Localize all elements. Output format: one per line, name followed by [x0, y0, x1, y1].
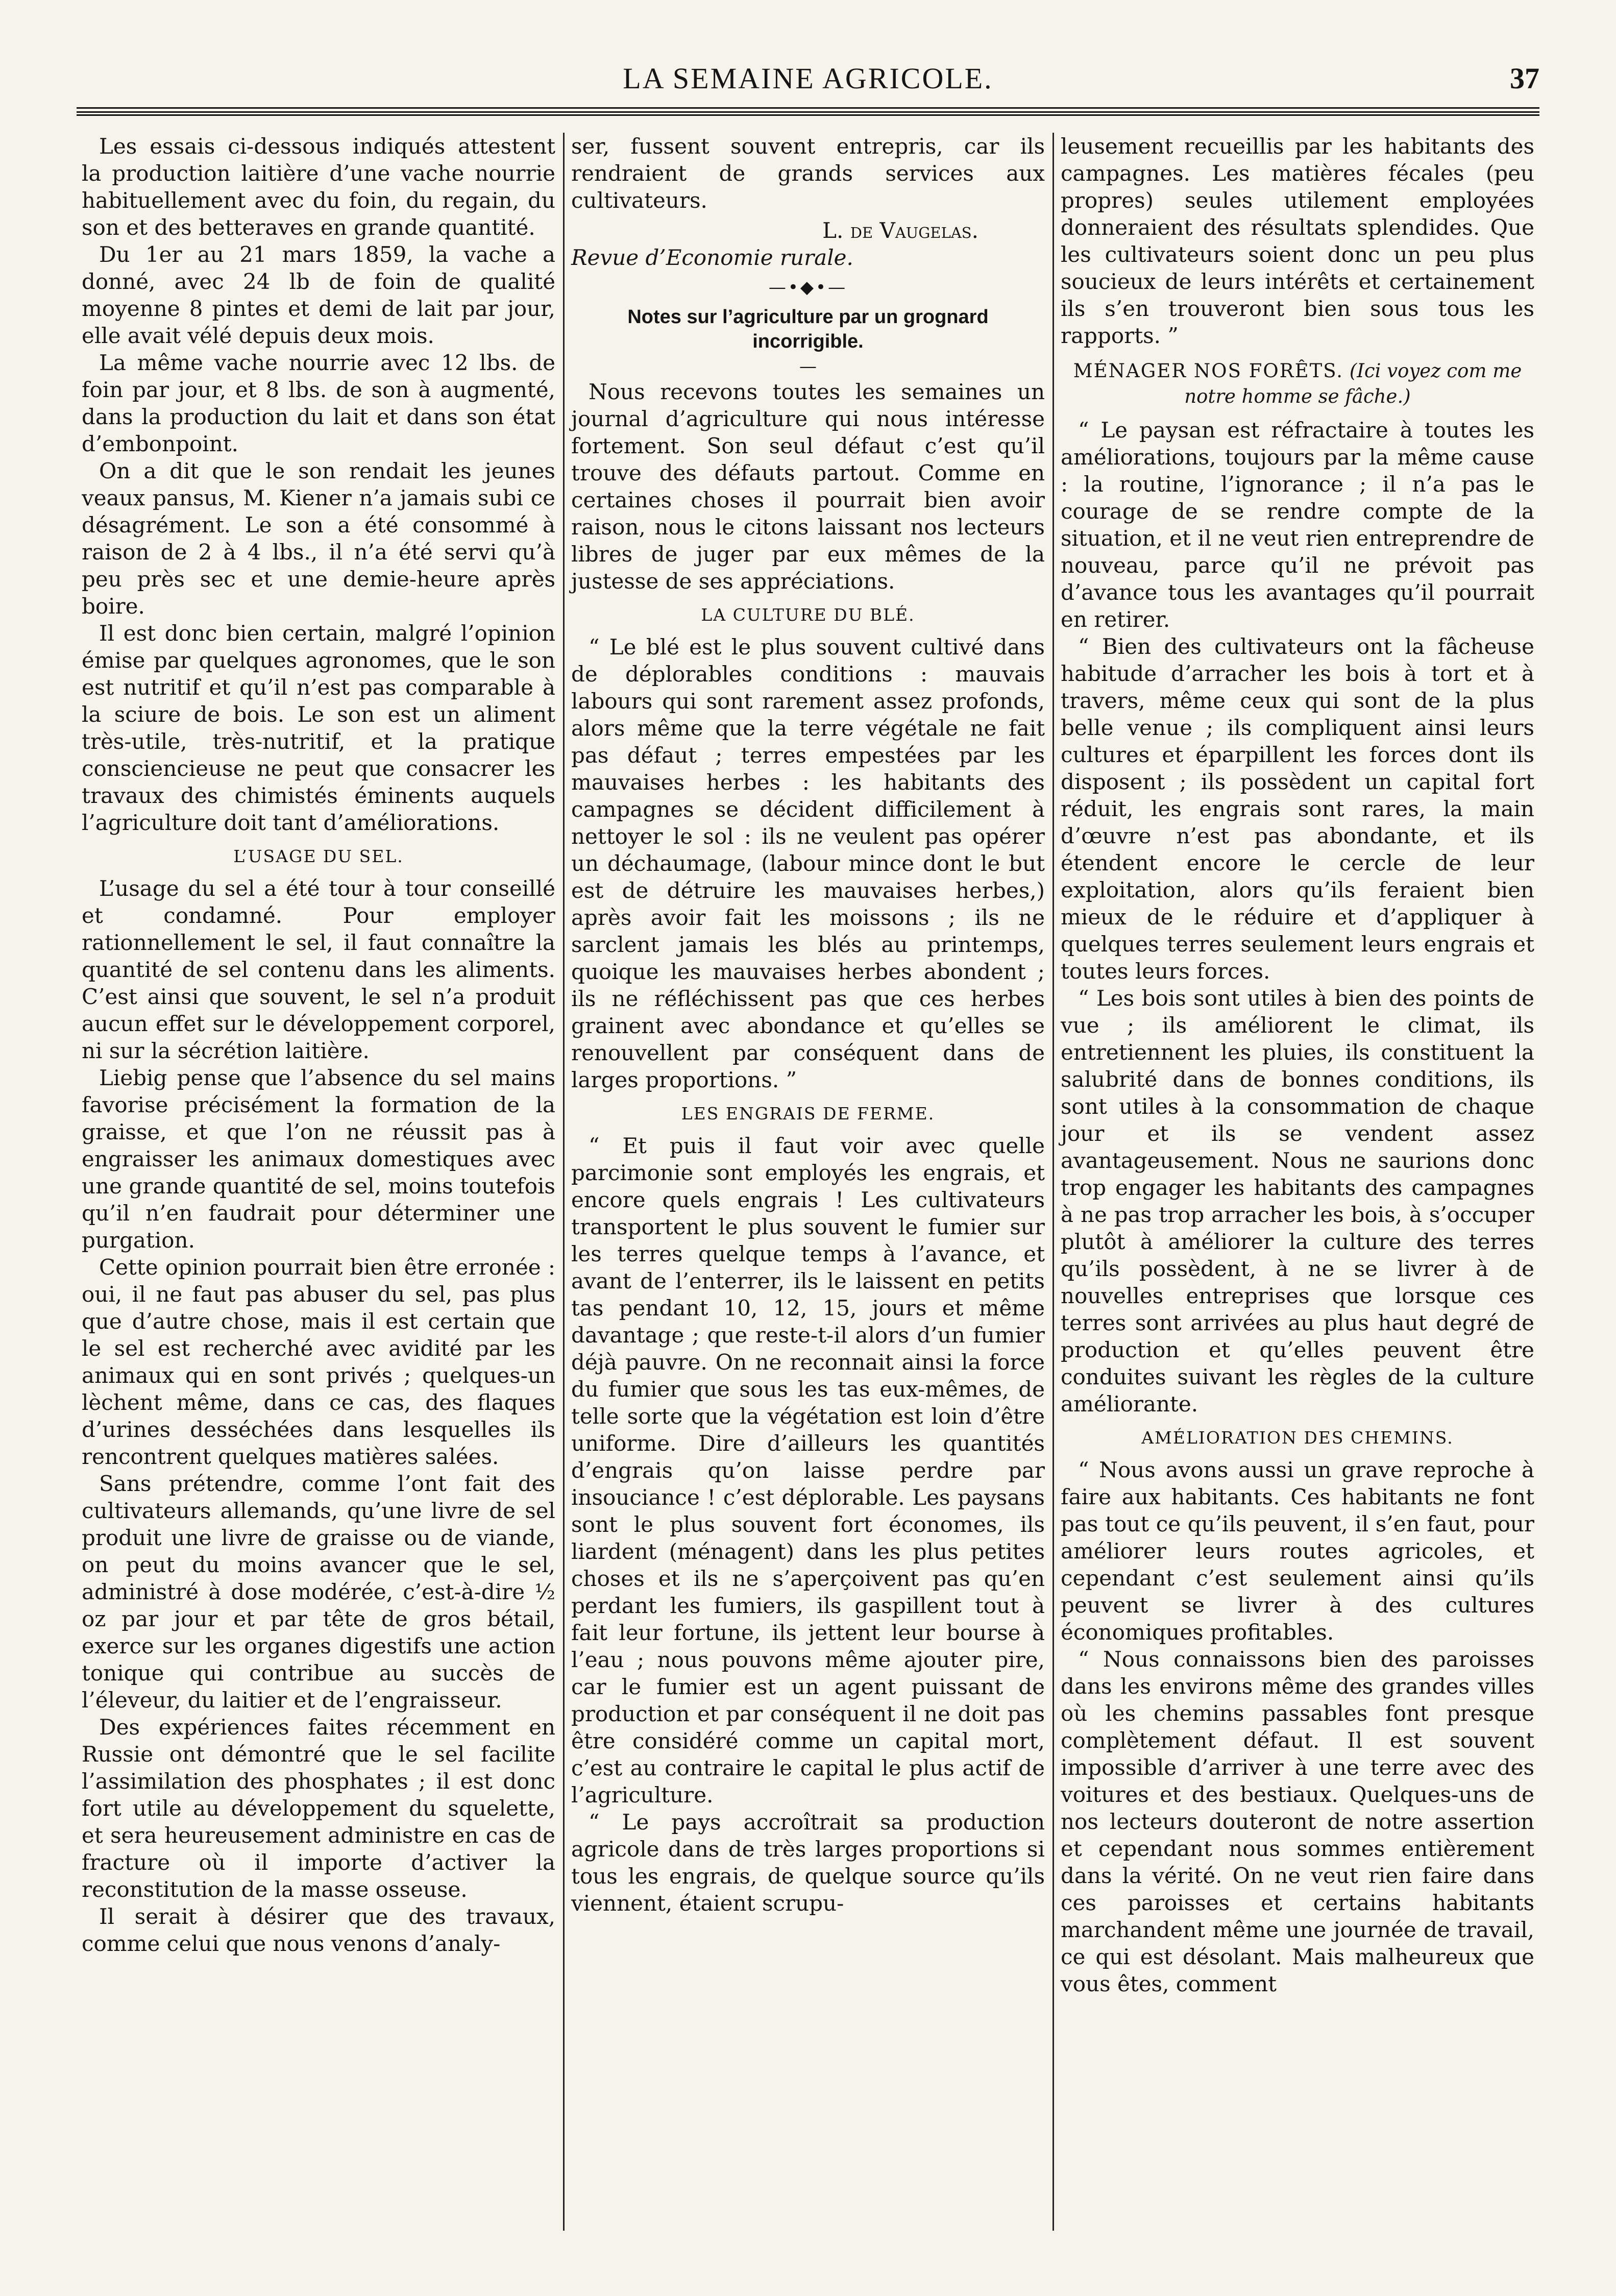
paragraph: Du 1er au 21 mars 1859, la vache a donné, avec 24 lb de foin de qualité moyenne 8 pintes et demi de lait par jour, elle avait vélé depuis deux mois. — [82, 242, 555, 348]
page-header — [77, 61, 1539, 102]
column-3 — [1061, 133, 1534, 2231]
paragraph: On a dit que le son rendait les jeunes veaux pansus, M. Kiener n’a jamais subi ce désagrément. Le son a été consommé à raison de 2 à 4 lbs., il n’a été servi qu’à peu près sec et une demie-heure après boire. — [82, 458, 555, 619]
paragraph: Cette opinion pourrait bien être erronée : oui, il ne faut pas abuser du sel, pas plus que d’autre chose, mais il est certain que le sel est recherché avec avidité par les animaux qui en sont privés ; quelques-un lèchent même, dans ce cas, des flaques d’urines desséchées dans lesquelles ils rencontrent quelques matières salées. — [82, 1255, 555, 1469]
paragraph: L’usage du sel a été tour à tour conseillé et condamné. Pour employer rationnellement le sel, il faut connaître la quantité de sel contenu dans les aliments. C’est ainsi que souvent, le sel n’a produit aucun effet sur le développement corporel, ni sur la sécrétion laitière. — [82, 876, 555, 1063]
title-dash: — — [799, 356, 817, 377]
section-heading-aside: (Ici voyez com me notre homme se fâche.) — [1184, 360, 1522, 407]
paragraph: Des expériences faites récemment en Russie ont démontré que le sel facilite l’assimilation des phosphates ; il est donc fort utile au développement du squelette, et sera heureusement administre en cas de fracture où il importe d’activer la reconstitution de la masse osseuse. — [82, 1715, 555, 1902]
paragraph: “ Nous connaissons bien des paroisses dans les environs même des grandes villes où les chemins passables font presque complètement défaut. Il est souvent impossible d’arriver à une terre avec des voitures et des bestiaux. Quelques-uns de nos lecteurs douteront de notre assertion et cependant nous sommes entièrement dans la vérité. On ne veut rien faire dans ces paroisses et certains habitants marchandent même une journée de travail, ce qui est désolant. Mais malheureux que vous êtes, comment — [1061, 1647, 1534, 1996]
section-heading-caps: MÉNAGER NOS FORÊTS. — [1073, 360, 1344, 382]
section-heading — [1061, 358, 1534, 409]
paragraph: ser, fussent souvent entrepris, car ils rendraient de grands services aux cultivateurs. — [571, 134, 1045, 213]
column-1 — [82, 133, 555, 2231]
article-title: Notes sur l’agriculture par un grognard incorrigible. — [627, 306, 989, 352]
paragraph: “ Le paysan est réfractaire à toutes les améliorations, toujours par la même cause : la routine, l’ignorance ; il n’a pas le courage de se rendre compte de la situation, et il ne veut rien entreprendre de nouveau, parce qu’il ne prévoit pas d’avance tous les avantages qu’il pourrait en retirer. — [1061, 418, 1534, 632]
section-heading: L’USAGE DU SEL. — [233, 846, 404, 866]
paragraph: “ Nous avons aussi un grave reproche à faire aux habitants. Ces habitants ne font pas tout ce qu’ils peuvent, il s’en faut, pour améliorer leurs routes agricoles, et cependant c’est seulement ainsi qu’ils peuvent se livrer à des cultures économiques profitables. — [1061, 1457, 1534, 1645]
section-heading: LA CULTURE DU BLÉ. — [701, 605, 915, 625]
section-heading: LES ENGRAIS DE FERME. — [681, 1104, 935, 1123]
page-number: 37 — [1510, 62, 1539, 95]
paragraph: Les essais ci-dessous indiqués attestent la production laitière d’une vache nourrie habituellement avec du foin, du regain, du son et des betteraves en grande quantité. — [82, 134, 555, 240]
paragraph: “ Et puis il faut voir avec quelle parcimonie sont employés les engrais, et encore quels engrais ! Les cultivateurs transportent le plus souvent le fumier sur les terres quelque temps à l’avance, et avant de l’enterrer, ils le laissent en petits tas pendant 10, 12, 15, jours et même davantage ; que reste-t-il alors d’un fumier déjà pauvre. On ne reconnait ainsi la force du fumier que sous les tas eux-mêmes, de telle sorte que la végétation est loin d’être uniforme. Dire d’ailleurs les quantités d’engrais qu’on laisse perdre par insouciance ! c’est déplorable. Les paysans sont le plus souvent fort économes, ils liardent (ménagent) dans les plus petites choses et ils ne s’aperçoivent pas qu’en perdant les fumiers, ils gaspillent tout à fait leur fortune, ils jettent leur bourse à l’eau ; nous pouvons même ajouter pire, car le fumier est un agent puissant de production et par conséquent il ne doit pas être considéré comme un capital mort, c’est au contraire le capital le plus actif de l’agriculture. — [571, 1133, 1045, 1808]
paragraph: “ Le pays accroîtrait sa production agricole dans de très larges proportions si tous les engrais, de quelque source qu’ils viennent, étaient scrupu- — [571, 1810, 1045, 1916]
header-rule — [77, 107, 1539, 116]
separator-ornament: —•◆•— — [768, 277, 848, 298]
paragraph: Liebig pense que l’absence du sel mains favorise précisément la formation de la graisse, et que l’on ne réussit pas à engraisser les animaux domestiques avec une grande quantité de sel, moins toutefois qu’il n’en faudrait pour déterminer une purgation. — [82, 1065, 555, 1253]
paragraph: Il serait à désirer que des travaux, comme celui que nous venons d’analy- — [82, 1904, 555, 1956]
paragraph: La même vache nourrie avec 12 lbs. de foin par jour, et 8 lbs. de son à augmenté, dans la production du lait et dans son état d’embonpoint. — [82, 350, 555, 456]
journal-title: LA SEMAINE AGRICOLE. — [623, 62, 993, 95]
paragraph: Nous recevons toutes les semaines un journal d’agriculture qui nous intéresse fortement. Son seul défaut c’est qu’il trouve des défauts partout. Comme en certaines choses il pourrait bien avoir raison, nous le citons laissant nos lecteurs libres de juger par eux mêmes de la justesse de ses appréciations. — [571, 379, 1045, 594]
column-2 — [571, 133, 1045, 2231]
paragraph: leusement recueillis par les habitants des campagnes. Les matières fécales (peu propres) seules utilement employées donneraient des résultats splendides. Que les cultivateurs soient donc un peu plus soucieux de leurs intérêts et certainement ils s’en trouveront bien sous tous les rapports. ” — [1061, 134, 1534, 348]
author-signature: L. de Vaugelas. — [822, 218, 978, 243]
paragraph: “ Le blé est le plus souvent cultivé dans de déplorables conditions : mauvais labours qui sont rarement assez profonds, alors même que la terre végétale ne fait pas défaut ; terres empestées par les mauvaises herbes : les habitants des campagnes se décident difficilement à nettoyer le sol : ils ne veulent pas opérer un déchaumage, (labour mince dont le but est de détruire les mauvaises herbes,) après avoir fait les moissons ; ils ne sarclent jamais les blés au printemps, quoique les mauvaises herbes abondent ; ils ne réfléchissent pas que ces herbes grainent avec abondance et qu’elles se renouvellent par conséquent dans de larges proportions. ” — [571, 634, 1045, 1092]
paragraph: Il est donc bien certain, malgré l’opinion émise par quelques agronomes, que le son est nutritif et qu’il n’est pas comparable à la sciure de bois. Le son est un aliment très-utile, très-nutritif, et la pratique consciencieuse ne peut que consacrer les travaux des chimistés éminents auquels l’agriculture doit tant d’améliorations. — [82, 621, 555, 835]
paragraph: “ Les bois sont utiles à bien des points de vue ; ils améliorent le climat, ils entretiennent les pluies, ils constituent la salubrité dans de bonnes conditions, ils sont utiles à la consommation de chaque jour et ils se vendent assez avantageusement. Nous ne saurions donc trop engager les habitants des campagnes à ne pas trop arracher les bois, à s’occuper plutôt à améliorer la culture des terres qu’ils possèdent, à ne se livrer à de nouvelles entreprises que lorsque ces terres sont arrivées au plus haut degré de production et qu’elles peuvent être conduites suivant les règles de la culture améliorante. — [1061, 986, 1534, 1416]
section-heading: AMÉLIORATION DES CHEMINS. — [1141, 1428, 1454, 1448]
source-citation: Revue d’Economie rurale. — [571, 245, 853, 270]
text-columns — [82, 133, 1534, 2231]
paragraph: “ Bien des cultivateurs ont la fâcheuse habitude d’arracher les bois à tort et à travers, même ceux qui sont de la plus belle venue ; ils compliquent ainsi leurs cultures et éparpillent les forces dont ils disposent ; ils possèdent un capital fort réduit, les engrais sont rares, la main d’œuvre n’est pas abondante, et ils étendent encore le cercle de leur exploitation, alors qu’ils feraient bien mieux de le réduire et d’appliquer à quelques terres seulement leurs engrais et toutes leurs forces. — [1061, 634, 1534, 984]
paragraph: Sans prétendre, comme l’ont fait des cultivateurs allemands, qu’une livre de sel produit une livre de graisse ou de viande, on peut du moins avancer que le sel, administré à dose modérée, c’est-à-dire ½ oz par jour et par tête de gros bétail, exerce sur les organes digestifs une action tonique qui contribue au succès de l’éleveur, du laitier et de l’engraisseur. — [82, 1471, 555, 1713]
